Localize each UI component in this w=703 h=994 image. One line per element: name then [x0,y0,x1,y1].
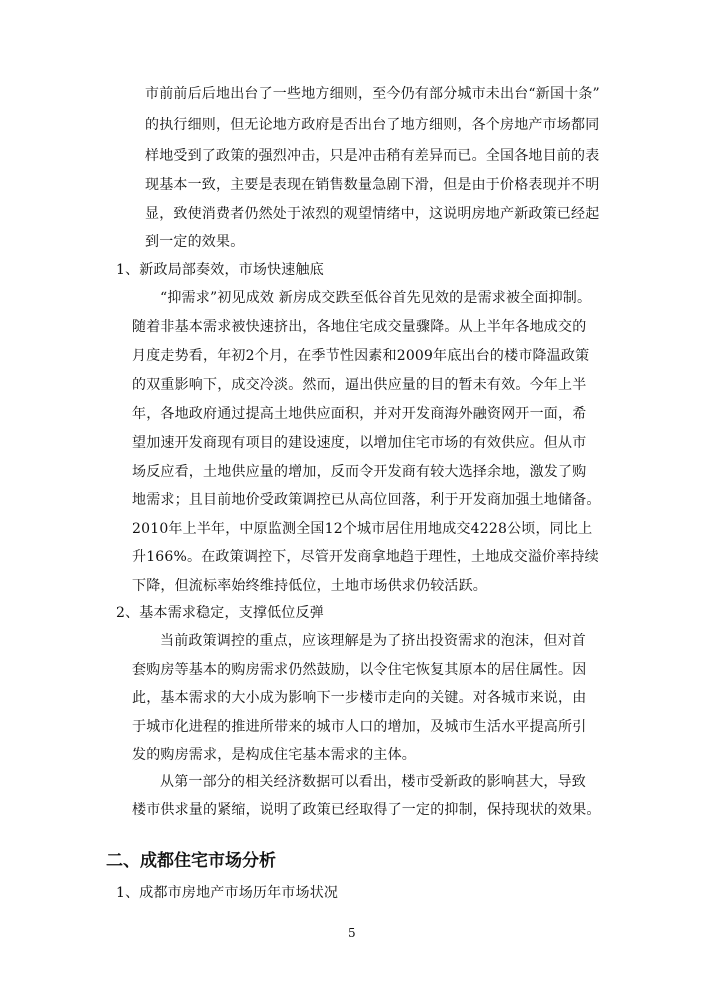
paragraph-line: 场反应看，土地供应量的增加，反而令开发商有较大选择余地，激发了购 [132,464,587,480]
section-title: 1、新政局部奏效，市场快速触底 [116,262,324,278]
paragraph-line: 样地受到了政策的强烈冲击，只是冲击稍有差异而已。全国各地目前的表 [145,148,600,164]
page-number: 5 [348,926,356,940]
paragraph-line: 2010年上半年，中原监测全国12个城市居住用地成交4228公顷，同比上 [132,521,593,537]
chapter-heading: 二、成都住宅市场分析 [106,851,276,871]
paragraph-line: 的双重影响下，成交冷淡。然而，逼出供应量的目的暂未有效。今年上半 [132,377,587,393]
paragraph-line: 随着非基本需求被快速挤出，各地住宅成交量骤降。从上半年各地成交的 [132,319,587,335]
subsection-title: 1、成都市房地产市场历年市场状况 [116,885,339,901]
paragraph-line: 下降，但流标率始终维持低位，土地市场供求仍较活跃。 [132,578,487,594]
paragraph-line: 到一定的效果。 [145,234,245,250]
paragraph-line: “抑需求”初见成效 新房成交跌至低谷首先见效的是需求被全面抑制。 [160,290,592,306]
paragraph-line: 套购房等基本的购房需求仍然鼓励，以令住宅恢复其原本的居住属性。因 [132,662,587,678]
paragraph-line: 当前政策调控的重点，应该理解是为了挤出投资需求的泡沫，但对首 [160,633,586,649]
section-title: 2、基本需求稳定，支撑低位反弹 [116,605,324,621]
paragraph-line: 年，各地政府通过提高土地供应面积，并对开发商海外融资网开一面，希 [132,406,587,422]
paragraph-line: 地需求；且目前地价受政策调控已从高位回落，利于开发商加强土地储备。 [132,492,601,508]
paragraph-line: 此，基本需求的大小成为影响下一步楼市走向的关键。对各城市来说，由 [132,690,587,706]
paragraph-line: 的执行细则，但无论地方政府是否出台了地方细则，各个房地产市场都同 [145,117,600,133]
paragraph-line: 楼市供求量的紧缩，说明了政策已经取得了一定的抑制，保持现状的效果。 [132,802,601,818]
paragraph-line: 显，致使消费者仍然处于浓烈的观望情绪中，这说明房地产新政策已经起 [145,206,600,222]
paragraph-line: 市前前后后地出台了一些地方细则，至今仍有部分城市未出台“新国十条” [145,86,600,102]
paragraph-line: 于城市化进程的推进所带来的城市人口的增加，及城市生活水平提高所引 [132,719,587,735]
paragraph-line: 从第一部分的相关经济数据可以看出，楼市受新政的影响甚大，导致 [160,774,586,790]
paragraph-line: 望加速开发商现有项目的建设速度，以增加住宅市场的有效供应。但从市 [132,435,587,451]
paragraph-line: 升166%。在政策调控下，尽管开发商拿地趋于理性，土地成交溢价率持续 [132,549,599,565]
paragraph-line: 发的购房需求，是构成住宅基本需求的主体。 [132,747,416,763]
paragraph-line: 现基本一致，主要是表现在销售数量急剧下滑，但是由于价格表现并不明 [145,177,600,193]
paragraph-line: 月度走势看，年初2个月，在季节性因素和2009年底出台的楼市降温政策 [132,348,590,364]
